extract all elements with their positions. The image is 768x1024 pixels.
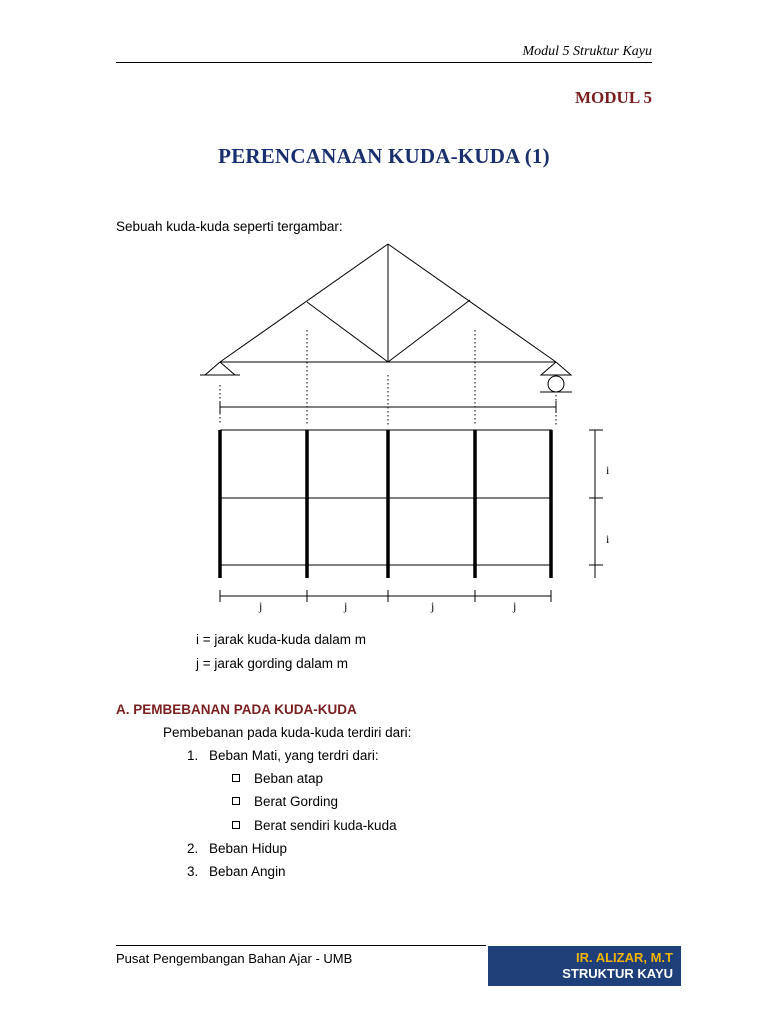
list-label: Beban Hidup	[209, 841, 288, 856]
roller-support	[548, 376, 564, 392]
sub-list-item	[232, 818, 397, 833]
checkbox-bullet-icon	[232, 797, 240, 805]
checkbox-bullet-icon	[232, 774, 240, 782]
checkbox-bullet-icon	[232, 821, 240, 829]
j-label-2: j	[344, 599, 348, 613]
intro-text: Sebuah kuda-kuda seperti tergambar:	[116, 219, 343, 234]
pin-support	[205, 362, 235, 375]
section-intro: Pembebanan pada kuda-kuda terdiri dari:	[163, 725, 412, 740]
footer-author: IR. ALIZAR, M.T	[575, 950, 673, 965]
footer-publisher: Pusat Pengembangan Bahan Ajar - UMB	[116, 951, 353, 966]
j-dimension	[220, 590, 551, 602]
list-item	[187, 864, 286, 879]
truss-left-rafter	[220, 244, 388, 362]
truss-right-diagonal	[388, 300, 470, 362]
page-title: PERENCANAAN KUDA-KUDA (1)	[218, 144, 550, 168]
i-label-upper: i	[606, 463, 610, 477]
list-label: Beban Mati, yang terdri dari:	[209, 748, 379, 763]
list-number: 2.	[187, 841, 199, 856]
list-number: 3.	[187, 864, 199, 879]
footer-author-box	[488, 946, 681, 986]
i-dimension	[589, 430, 603, 578]
list-number: 1.	[187, 748, 199, 763]
truss-left-diagonal	[307, 302, 388, 362]
j-label-1: j	[259, 599, 263, 613]
gording-lines	[220, 430, 552, 565]
sub-list-label: Berat sendiri kuda-kuda	[254, 818, 397, 833]
sub-list-item	[232, 794, 338, 809]
running-header: Modul 5 Struktur Kayu	[522, 44, 652, 59]
definition-i: i = jarak kuda-kuda dalam m	[196, 632, 366, 647]
list-label: Beban Angin	[209, 864, 286, 879]
footer-subject: STRUKTUR KAYU	[562, 966, 673, 981]
roller-support-top	[541, 362, 571, 375]
sub-list-label: Beban atap	[254, 771, 324, 786]
truss-figure	[196, 238, 616, 618]
header-rule	[116, 62, 652, 63]
truss-right-rafter	[388, 244, 556, 362]
definition-j: j = jarak gording dalam m	[196, 656, 348, 671]
i-label-lower: i	[606, 532, 610, 546]
j-label-4: j	[513, 599, 517, 613]
sub-list-item	[232, 771, 323, 786]
j-label-3: j	[431, 599, 435, 613]
section-heading: A. PEMBEBANAN PADA KUDA-KUDA	[116, 702, 357, 717]
module-number: MODUL 5	[575, 88, 652, 107]
sub-list-label: Berat Gording	[254, 794, 339, 809]
list-item	[187, 748, 379, 763]
footer-rule	[116, 945, 486, 946]
truss-plan-lines	[220, 430, 551, 578]
list-item	[187, 841, 287, 856]
